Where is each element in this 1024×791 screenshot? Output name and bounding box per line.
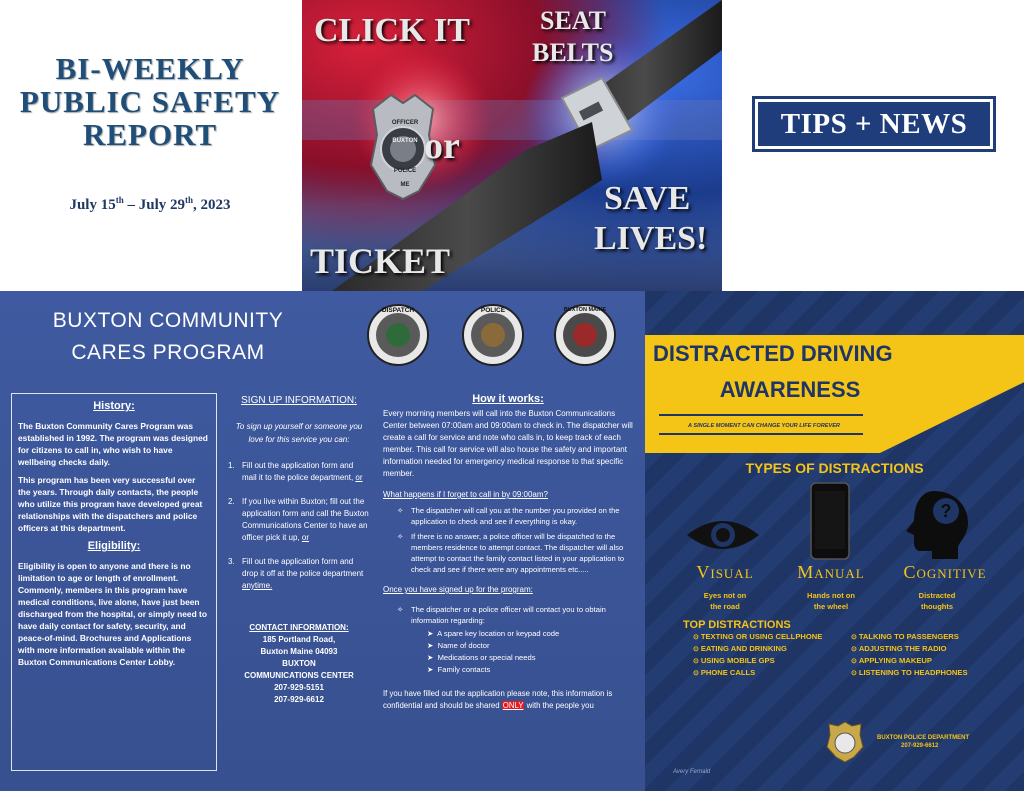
signed-sub-item: ➤ Name of doctor xyxy=(427,641,490,650)
report-title-line2: PUBLIC SAFETY xyxy=(19,84,281,119)
distraction-item: ⊙ LISTENING TO HEADPHONES xyxy=(851,667,1021,679)
dates-end: – July 29 xyxy=(123,197,186,213)
contact-heading: CONTACT INFORMATION: xyxy=(249,623,349,632)
forget-item-1: ✧ The dispatcher will call you at the number you provided on the application to check and see if everything is okay. xyxy=(383,505,633,527)
contact-address-1: 185 Portland Road, xyxy=(262,635,336,644)
visual-label: Visual xyxy=(696,562,754,582)
dates-start: July 15 xyxy=(69,197,116,213)
report-title xyxy=(0,52,300,151)
signup-step-2-or: or xyxy=(301,533,310,542)
head-thinking-icon xyxy=(902,487,972,561)
signup-step-3-text: Fill out the application form and drop it off at the police department xyxy=(242,557,364,578)
only-highlight: ONLY xyxy=(502,701,524,710)
signed-sub-item: ➤ Family contacts xyxy=(427,665,491,674)
dd-rule-bottom xyxy=(659,433,863,435)
badge-me: ME xyxy=(400,182,410,188)
signed-heading: Once you have signed up for the program: xyxy=(383,585,533,594)
signed-sub-item-text: Medications or special needs xyxy=(437,653,536,662)
police-badge-small-icon xyxy=(826,721,864,763)
contact-phone-2: 207-929-6612 xyxy=(274,695,324,704)
dd-tagline: A SINGLE MOMENT CAN CHANGE YOUR LIFE FOREVER xyxy=(688,423,840,429)
distracted-driving-panel xyxy=(645,291,1024,791)
distraction-item: ⊙ APPLYING MAKEUP xyxy=(851,655,1021,667)
history-box xyxy=(11,393,217,771)
history-heading: History: xyxy=(93,400,135,412)
signup-step-2: 2. If you live within Buxton; fill out the application form and call the Buxton Communications Center to have an officer pick it up, or xyxy=(228,497,369,542)
signed-sublist xyxy=(383,628,633,676)
fire-seal-text: BUXTON MAINE xyxy=(563,307,607,313)
dept-name: BUXTON POLICE DEPARTMENT xyxy=(877,735,970,741)
signed-sub-item: ➤ Medications or special needs xyxy=(427,653,536,662)
manual-desc-line2: the wheel xyxy=(813,602,849,611)
top-distractions-right-list xyxy=(851,631,1021,679)
badge-buxton: BUXTON xyxy=(392,138,418,144)
dates-sup1: th xyxy=(115,195,124,205)
forget-item-2: ✧ If there is no answer, a police officer will be dispatched to the members residence to attempt contact. The dispatcher will also attempt to contact the family contact listed in your application to check and see if there were any appointments etc..... xyxy=(383,531,633,575)
report-title-line3: REPORT xyxy=(82,117,218,152)
poster-belts: BELTS xyxy=(532,38,614,67)
cognitive-desc-line1: Distracted xyxy=(918,591,956,600)
how-it-works-column xyxy=(383,393,633,712)
signup-step-2-text: If you live within Buxton; fill out the application form and call the Buxton Communications Center to have an officer pick it up, xyxy=(242,497,369,542)
signup-heading: SIGN UP INFORMATION: xyxy=(241,395,357,406)
signed-sub-item-text: Family contacts xyxy=(437,665,491,674)
top-distractions-left-list xyxy=(693,631,853,679)
distraction-item: ⊙ PHONE CALLS xyxy=(693,667,853,679)
history-paragraph-1: The Buxton Community Cares Program was established in 1992. The program was designed for citizens to call in, who wish to have wellbeing checks daily. xyxy=(18,421,208,467)
signup-step-1: 1. Fill out the application form and mail it to the police department, or xyxy=(228,461,363,482)
report-title-line1: BI-WEEKLY xyxy=(55,51,245,86)
visual-desc-line1: Eyes not on xyxy=(703,591,747,600)
seatbelt-poster xyxy=(302,0,722,291)
top-distractions-heading: TOP DISTRACTIONS xyxy=(683,619,791,631)
confidential-note-b: with the people you xyxy=(526,701,594,710)
distraction-item: ⊙ TALKING TO PASSENGERS xyxy=(851,631,1021,643)
eligibility-paragraph: Eligibility is open to anyone and there is no limitation to age or length of enrollment. Commonly, members in this program have medical conditions, live alone, have just been discharged from the hospital, or simply need to have daily contact for safety, security, and peace-of-mind. Brochures and Applications with more information available within the Buxton Communications Center Lobby. xyxy=(18,561,207,667)
poster-seat: SEAT xyxy=(540,6,606,35)
contact-info xyxy=(228,622,370,706)
manual-label: Manual xyxy=(797,562,865,582)
tips-news-label: TIPS + NEWS xyxy=(758,102,990,146)
eligibility-heading: Eligibility: xyxy=(87,540,141,552)
badge-officer: OFFICER xyxy=(391,120,419,126)
forget-item-1-text: The dispatcher will call you at the number you provided on the application to check and see if everything is okay. xyxy=(411,506,620,526)
visual-desc-line2: the road xyxy=(710,602,740,611)
cognitive-desc-line2: thoughts xyxy=(920,602,954,611)
cognitive-desc xyxy=(897,590,977,612)
visual-desc xyxy=(685,590,765,612)
signup-step-1-text: Fill out the application form and mail it to the police department, xyxy=(242,461,354,482)
contact-phone-1: 207-929-5151 xyxy=(274,683,324,692)
poster-save: SAVE xyxy=(604,180,691,217)
forget-heading: What happens if I forget to call in by 09:00am? xyxy=(383,490,548,499)
signup-step-3-anytime: anytime. xyxy=(242,581,273,590)
signup-step-1-or: or xyxy=(355,473,363,482)
dept-phone: 207-929-6612 xyxy=(901,743,939,749)
signed-sub-item: ➤ A spare key location or keypad code xyxy=(427,629,560,638)
poster-click-it: CLICK IT xyxy=(314,12,470,49)
tips-news-box xyxy=(752,96,996,152)
community-cares-brochure xyxy=(0,291,645,791)
poster-or: or xyxy=(424,125,460,167)
signup-intro: To sign up yourself or someone you love for this service you can: xyxy=(235,422,363,444)
history-paragraph-2: This program has been very successful over the years. Through daily contacts, the people who utilize this program have developed great relationships with the dispatchers and police officers at this department. xyxy=(18,475,203,533)
signed-item-1-text: The dispatcher or a police officer will contact you to obtain information regarding: xyxy=(411,605,606,625)
dd-title-line2: AWARENESS xyxy=(719,377,861,402)
confidential-note xyxy=(383,688,633,712)
signed-sub-item-text: A spare key location or keypad code xyxy=(437,629,560,638)
dates-sup2: th xyxy=(185,195,194,205)
dates-year: , 2023 xyxy=(193,197,231,213)
police-seal-text: POLICE xyxy=(480,307,506,314)
dd-rule-top xyxy=(659,414,863,416)
contact-address-2: Buxton Maine 04093 xyxy=(260,647,338,656)
eye-icon xyxy=(683,513,763,557)
signup-column xyxy=(228,395,370,706)
signup-step-3: 3. Fill out the application form and drop it off at the police department anytime. xyxy=(228,557,364,590)
how-heading: How it works: xyxy=(472,393,544,405)
poster-ticket: TICKET xyxy=(310,241,451,281)
types-heading: TYPES OF DISTRACTIONS xyxy=(745,460,924,476)
contact-name-1: BUXTON xyxy=(282,659,316,668)
distraction-item: ⊙ USING MOBILE GPS xyxy=(693,655,853,667)
dd-title-line1: DISTRACTED DRIVING xyxy=(653,341,893,366)
brochure-title-line2: CARES PROGRAM xyxy=(71,341,265,364)
signed-item-1: ✧ The dispatcher or a police officer will contact you to obtain information regarding: xyxy=(383,604,633,626)
confidential-note-a: If you have filled out the application please note, this information is confidential and should be shared xyxy=(383,689,613,710)
manual-desc-line1: Hands not on xyxy=(807,591,855,600)
badge-police: POLICE xyxy=(393,168,417,174)
cognitive-label: Cognitive xyxy=(903,562,987,582)
phone-icon xyxy=(809,481,851,561)
distraction-item: ⊙ ADJUSTING THE RADIO xyxy=(851,643,1021,655)
question-mark: ? xyxy=(933,498,959,524)
brochure-title-line1: BUXTON COMMUNITY xyxy=(52,309,284,332)
distraction-item: ⊙ TEXTING OR USING CELLPHONE xyxy=(693,631,853,643)
brochure-title xyxy=(28,305,308,369)
report-dates xyxy=(0,195,300,214)
signed-sub-item-text: Name of doctor xyxy=(437,641,490,650)
forget-item-2-text: If there is no answer, a police officer will be dispatched to the members residence to attempt contact. The dispatcher will also attempt to contact the family contact listed in your application to check and see if there were any appointments etc..... xyxy=(411,532,625,574)
poster-lives: LIVES! xyxy=(594,220,708,257)
contact-name-2: COMMUNICATIONS CENTER xyxy=(244,671,354,680)
distraction-item: ⊙ EATING AND DRINKING xyxy=(693,643,853,655)
how-paragraph: Every morning members will call into the Buxton Communications Center between 07:00am and 09:00am to check in. The dispatcher will create a call for service and note who calls in, to keep track of each member. This call for service will also house the safety and important information needed for emergency medical response to that specific member. xyxy=(383,409,633,478)
manual-desc xyxy=(791,590,871,612)
dispatch-seal-text: DISPATCH xyxy=(381,307,415,314)
signature: Avery Fernald xyxy=(673,769,711,775)
